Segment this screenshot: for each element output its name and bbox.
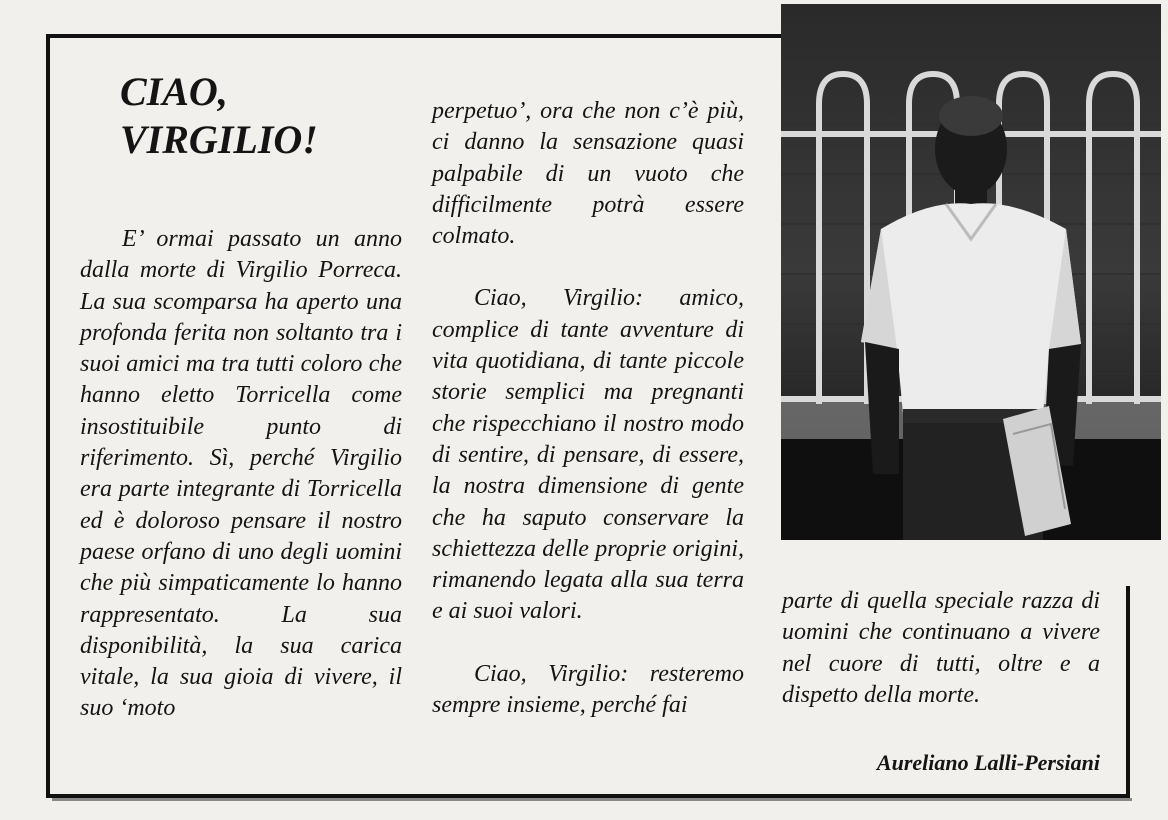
article-title bbox=[120, 68, 318, 164]
frame-shadow bbox=[52, 798, 1132, 801]
article-column-2 bbox=[432, 96, 744, 721]
frame-left-border bbox=[46, 34, 50, 798]
article-column-3 bbox=[782, 586, 1100, 711]
paragraph-1-continued: perpetuo’, ora che non c’è più, ci danno la sensazione quasi palpabile di un vuoto che difficilmente potrà essere colmato. bbox=[432, 98, 744, 250]
paragraph-1: E’ ormai passato un anno dalla morte di Virgilio Porreca. La sua scomparsa ha aperto una profonda ferita non soltanto tra i suoi amici ma tra tutti coloro che hanno eletto Torricella come insostituibile punto di riferimento. Sì, perché Virgilio era parte integrante di Torricella ed è doloroso pensare il nostro paese orfano di uno degli uomini che più simpaticamente lo hanno rappresentato. La sua disponibilità, la sua carica vitale, la sua gioia di vivere, il suo ‘moto bbox=[80, 226, 402, 722]
paragraph-3: Ciao, Virgilio: resteremo sempre insieme, perché fai bbox=[432, 660, 744, 719]
paragraph-3-continued: parte di quella speciale razza di uomini che continuano a vivere nel cuore di tutti, oltre e a dispetto della morte. bbox=[782, 588, 1100, 708]
paragraph-2: Ciao, Virgilio: amico, complice di tante avventure di vita quotidiana, di tante piccole storie semplici ma pregnanti che rispecchiano il nostro modo di sentire, di pensare, di essere, la nostra dimensione di gente che ha saputo conservare la schiettezza delle proprie origini, rimanendo legata alla sua terra e ai suoi valori. bbox=[432, 285, 744, 625]
title-line-2: VIRGILIO! bbox=[120, 117, 318, 162]
article-column-1 bbox=[80, 224, 402, 725]
portrait-photo-image bbox=[781, 4, 1161, 540]
title-line-1: CIAO, bbox=[120, 69, 228, 114]
author-signature: Aureliano Lalli-Persiani bbox=[876, 750, 1100, 775]
portrait-photo bbox=[781, 4, 1161, 540]
frame-top-border bbox=[46, 34, 786, 38]
frame-right-border bbox=[1126, 586, 1130, 798]
